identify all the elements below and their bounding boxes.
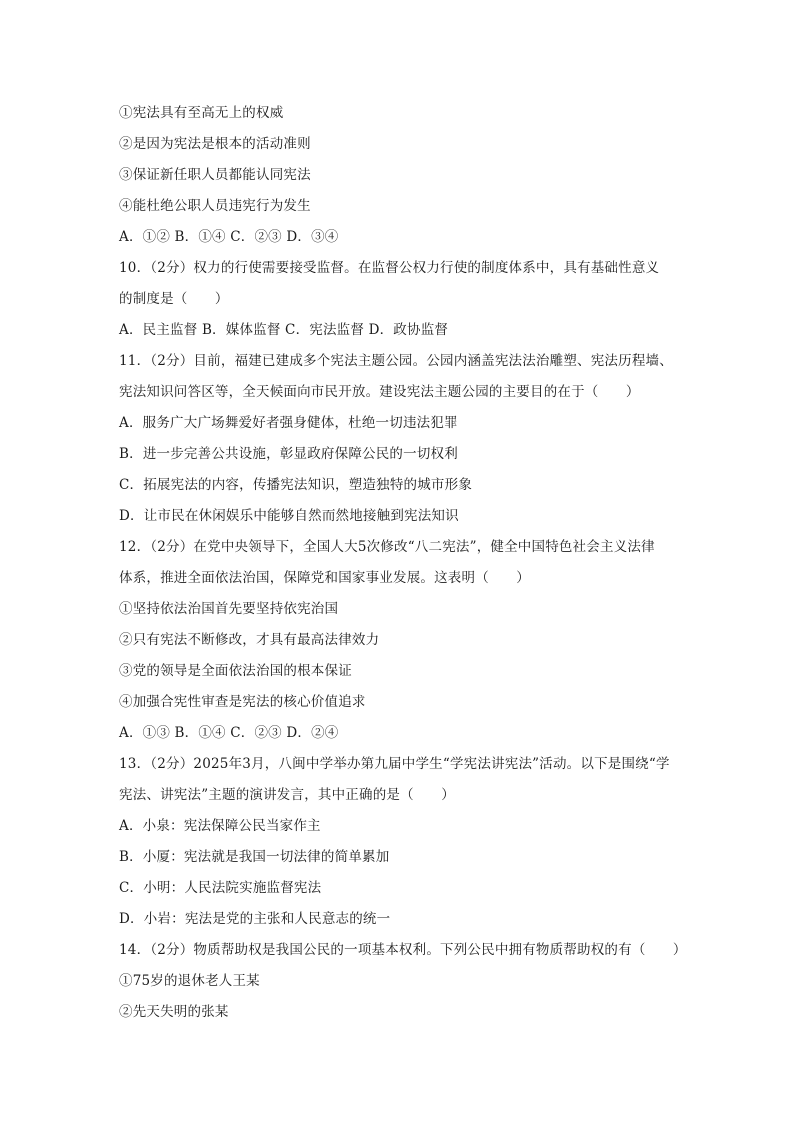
option-statement-4: ④能杜绝公职人员违宪行为发生 — [119, 198, 311, 214]
question-10-stem-cont: 的制度是（ ） — [119, 291, 229, 307]
q12-statement-2: ②只有宪法不断修改，才具有最高法律效力 — [119, 632, 380, 648]
answer-choices-q10: A．民主监督 B．媒体监督 C．宪法监督 D．政协监督 — [119, 322, 449, 338]
answer-choices-q12: A．①③ B．①④ C．②③ D．②④ — [119, 725, 339, 741]
q14-statement-1: ①75岁的退休老人王某 — [119, 973, 260, 989]
q12-statement-3: ③党的领导是全面依法治国的根本保证 — [119, 663, 352, 679]
question-10-stem: 10．（2分）权力的行使需要接受监督。在监督公权力行使的制度体系中，具有基础性意义 — [119, 260, 660, 276]
question-11-stem-cont: 宪法知识问答区等，全天候面向市民开放。建设宪法主题公园的主要目的在于（ ） — [119, 384, 640, 400]
q14-statement-2: ②先天失明的张某 — [119, 1004, 229, 1020]
q13-option-d: D．小岩：宪法是党的主张和人民意志的统一 — [119, 911, 391, 927]
option-statement-1: ①宪法具有至高无上的权威 — [119, 105, 284, 121]
option-statement-3: ③保证新任职人员都能认同宪法 — [119, 167, 311, 183]
question-13-stem-cont: 宪法、讲宪法”主题的演讲发言，其中正确的是（ ） — [119, 787, 455, 803]
q11-option-c: C．拓展宪法的内容，传播宪法知识，塑造独特的城市形象 — [119, 477, 473, 493]
q13-option-a: A．小泉：宪法保障公民当家作主 — [119, 818, 321, 834]
q13-option-b: B．小厦：宪法就是我国一切法律的简单累加 — [119, 849, 390, 865]
q11-option-b: B．进一步完善公共设施，彰显政府保障公民的一切权利 — [119, 446, 458, 462]
q12-statement-1: ①坚持依法治国首先要坚持依宪治国 — [119, 601, 339, 617]
answer-choices-q9: A．①② B．①④ C．②③ D．③④ — [119, 229, 339, 245]
option-statement-2: ②是因为宪法是根本的活动准则 — [119, 136, 311, 152]
question-12-stem: 12．（2分）在党中央领导下，全国人大5次修改“八二宪法”，健全中国特色社会主义法律 — [119, 539, 655, 555]
q13-option-c: C．小明：人民法院实施监督宪法 — [119, 880, 322, 896]
q11-option-a: A．服务广大广场舞爱好者强身健体，杜绝一切违法犯罪 — [119, 415, 458, 431]
q11-option-d: D．让市民在休闲娱乐中能够自然而然地接触到宪法知识 — [119, 508, 459, 524]
question-11-stem: 11．（2分）目前，福建已建成多个宪法主题公园。公园内涵盖宪法法治雕塑、宪法历程墙、 — [119, 353, 673, 369]
q12-statement-4: ④加强合宪性审查是宪法的核心价值追求 — [119, 694, 366, 710]
question-13-stem: 13．（2分）2025年3月，八闽中学举办第九届中学生“学宪法讲宪法”活动。以下是围绕“学 — [119, 756, 670, 772]
question-12-stem-cont: 体系，推进全面依法治国，保障党和国家事业发展。这表明（ ） — [119, 570, 530, 586]
question-14-stem: 14．（2分）物质帮助权是我国公民的一项基本权利。下列公民中拥有物质帮助权的有（ ） — [119, 942, 687, 958]
